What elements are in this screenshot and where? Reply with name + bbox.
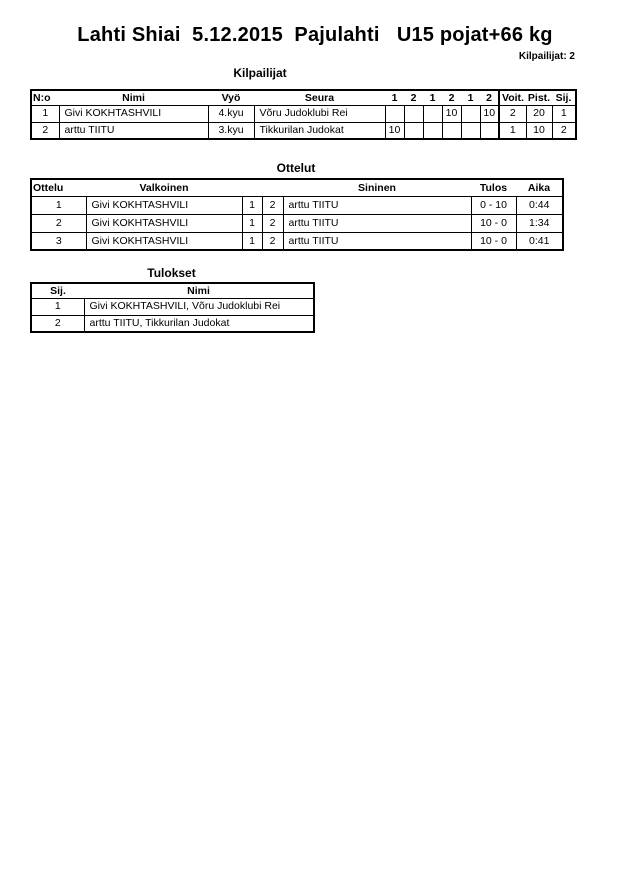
col-header-score-1: 1 <box>385 90 404 105</box>
ottelut-header-row <box>31 179 563 196</box>
col-header-pist: Pist. <box>527 91 551 104</box>
col-header-sij: Sij. <box>552 90 576 105</box>
kilpailijat-table <box>30 89 577 140</box>
col-header-no: N:o <box>31 90 59 105</box>
col-header-aika: Aika <box>516 179 563 196</box>
col-header-score-6: 2 <box>480 90 499 105</box>
cell-valkoinen: Givi KOKHTASHVILI <box>86 214 242 232</box>
cell-ottelu: 2 <box>31 214 86 232</box>
cell-score-3 <box>423 122 442 139</box>
section-heading-kilpailijat: Kilpailijat <box>233 66 287 80</box>
tulokset-row <box>31 315 314 332</box>
kilpailijat-row <box>31 122 576 139</box>
cell-seura: Tikkurilan Judokat <box>254 122 385 139</box>
cell-blue-no: 2 <box>262 214 283 232</box>
cell-tulos: 10 - 0 <box>471 214 516 232</box>
cell-valkoinen: Givi KOKHTASHVILI <box>86 196 242 214</box>
col-header-seura: Seura <box>254 90 385 105</box>
cell-valkoinen: Givi KOKHTASHVILI <box>86 232 242 250</box>
cell-vyo: 4.kyu <box>208 105 254 122</box>
cell-score-2 <box>404 122 423 139</box>
cell-white-no: 1 <box>242 214 262 232</box>
cell-nimi: Givi KOKHTASHVILI, Võru Judoklubi Rei <box>84 298 314 315</box>
cell-aika: 1:34 <box>516 214 563 232</box>
page-title: Lahti Shiai 5.12.2015 Pajulahti U15 pojat+66 kg <box>77 24 553 46</box>
col-header-nimi: Nimi <box>59 90 208 105</box>
cell-sij: 1 <box>552 105 576 122</box>
cell-score-6: 10 <box>480 105 499 122</box>
cell-white-no: 1 <box>242 232 262 250</box>
cell-voit: 2 <box>499 105 526 122</box>
cell-score-5 <box>461 122 480 139</box>
col-header-score-4: 2 <box>442 90 461 105</box>
cell-ottelu: 1 <box>31 196 86 214</box>
cell-blue-no: 2 <box>262 232 283 250</box>
cell-voit: 1 <box>499 122 526 139</box>
cell-tulos: 10 - 0 <box>471 232 516 250</box>
cell-pist: 10 <box>526 122 552 139</box>
cell-blue-no: 2 <box>262 196 283 214</box>
cell-sininen: arttu TIITU <box>283 196 471 214</box>
cell-sij: 1 <box>31 298 84 315</box>
cell-aika: 0:44 <box>516 196 563 214</box>
cell-nimi: arttu TIITU <box>59 122 208 139</box>
cell-no: 1 <box>31 105 59 122</box>
cell-seura: Võru Judoklubi Rei <box>254 105 385 122</box>
col-header-score-3: 1 <box>423 90 442 105</box>
cell-sininen: arttu TIITU <box>283 214 471 232</box>
cell-sininen: arttu TIITU <box>283 232 471 250</box>
kilpailijat-header-row <box>31 90 576 105</box>
col-header-voit: Voit. <box>499 90 526 105</box>
col-header-score-5: 1 <box>461 90 480 105</box>
cell-score-6 <box>480 122 499 139</box>
cell-nimi: Givi KOKHTASHVILI <box>59 105 208 122</box>
cell-ottelu: 3 <box>31 232 86 250</box>
section-heading-ottelut: Ottelut <box>276 161 316 175</box>
cell-vyo: 3.kyu <box>208 122 254 139</box>
tulokset-row <box>31 298 314 315</box>
competitors-count-label: Kilpailijat: 2 <box>518 51 575 62</box>
cell-score-2 <box>404 105 423 122</box>
col-header-white-no <box>242 179 262 196</box>
col-header-sininen: Sininen <box>283 179 471 196</box>
ottelut-row <box>31 196 563 214</box>
cell-pist: 20 <box>526 105 552 122</box>
cell-sij: 2 <box>31 315 84 332</box>
ottelut-table <box>30 178 564 251</box>
col-header-score-2: 2 <box>404 90 423 105</box>
cell-nimi: arttu TIITU, Tikkurilan Judokat <box>84 315 314 332</box>
tulokset-header-row <box>31 283 314 298</box>
cell-tulos: 0 - 10 <box>471 196 516 214</box>
cell-score-4 <box>442 122 461 139</box>
ottelut-row <box>31 232 563 250</box>
cell-score-5 <box>461 105 480 122</box>
section-heading-tulokset: Tulokset <box>147 266 196 280</box>
cell-score-4: 10 <box>442 105 461 122</box>
cell-score-1: 10 <box>385 122 404 139</box>
col-header-nimi: Nimi <box>84 283 314 298</box>
cell-score-3 <box>423 105 442 122</box>
col-header-valkoinen: Valkoinen <box>86 179 242 196</box>
cell-no: 2 <box>31 122 59 139</box>
col-header-tulos: Tulos <box>471 179 516 196</box>
cell-aika: 0:41 <box>516 232 563 250</box>
tulokset-table <box>30 282 315 333</box>
ottelut-row <box>31 214 563 232</box>
col-header-blue-no <box>262 179 283 196</box>
col-header-vyo: Vyö <box>208 90 254 105</box>
cell-white-no: 1 <box>242 196 262 214</box>
cell-sij: 2 <box>552 122 576 139</box>
kilpailijat-row <box>31 105 576 122</box>
cell-score-1 <box>385 105 404 122</box>
col-header-ottelu: Ottelu <box>31 179 86 196</box>
col-header-sij: Sij. <box>31 283 84 298</box>
